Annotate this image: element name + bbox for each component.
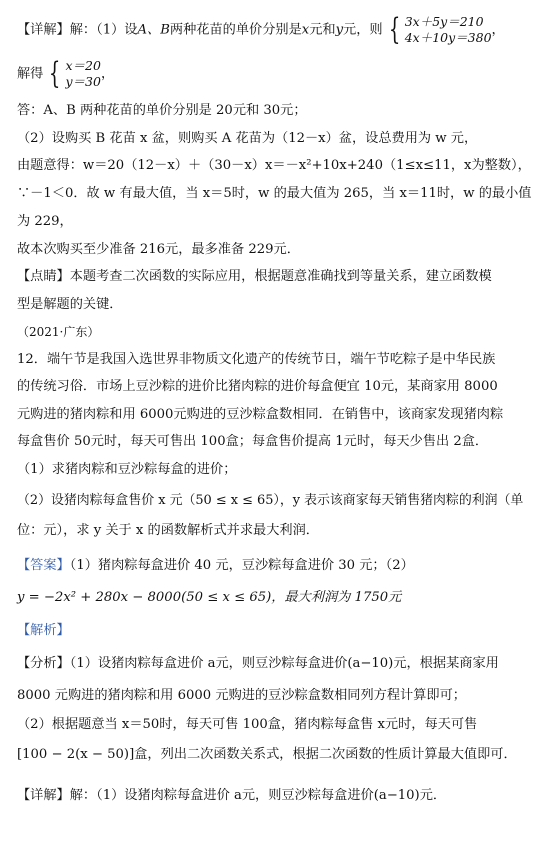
solution-line <box>17 58 114 90</box>
line-text: 【详解】解：（1）设 <box>17 22 138 38</box>
answer-tag: 【答案】 <box>17 558 70 573</box>
question-line: 12．端午节是我国入选世界非物质文化遗产的传统节日，端午节吃粽子是中华民族 <box>17 352 496 367</box>
line-text: 元和 <box>309 22 336 38</box>
analysis-line: 8000 元购进的猪肉粽和用 6000 元购进的豆沙粽盒数相同列方程计算即可； <box>17 688 466 703</box>
equation-system <box>405 14 492 46</box>
source-tag: （2021·广东） <box>17 325 100 339</box>
analysis-tag: 【解析】 <box>17 623 70 638</box>
text-line: ∵－1＜0．故 w 有最大值，当 x＝5时，w 的最大值为 265，当 x＝11时，w 的最小值 <box>17 186 532 201</box>
text-line: 【点睛】本题考查二次函数的实际应用，根据题意准确找到等量关系，建立函数模 <box>17 269 492 284</box>
detail-line: 【详解】解：（1）设猪肉粽每盒进价 a元，则豆沙粽每盒进价(a−10)元． <box>17 788 447 803</box>
line-text: x <box>301 22 310 38</box>
line-text: ， <box>491 22 505 38</box>
analysis-line: （2）根据题意当 x＝50时，每天可售 100盒，猪肉粽每盒售 x元时，每天可售 <box>17 717 478 732</box>
question-line: 的传统习俗．市场上豆沙粽的进价比猪肉粽的进价每盒便宜 10元，某商家用 8000 <box>17 379 498 394</box>
solution-system <box>65 58 100 90</box>
equation: 3x＋5y＝210 <box>404 14 484 29</box>
line-text: A、B <box>137 22 170 38</box>
equation: x＝20 <box>65 58 101 73</box>
line-text: （1）猪肉粽每盒进价 40 元，豆沙粽每盒进价 30 元；（2） <box>69 558 414 573</box>
line-text: ， <box>100 66 115 82</box>
brace-symbol: { <box>49 56 61 91</box>
line-text: 解得 <box>17 66 44 82</box>
line-text: y <box>335 22 344 38</box>
text-line: 型是解题的关键． <box>17 297 123 312</box>
text-line: 答：A、B 两种花苗的单价分别是 20元和 30元； <box>17 103 307 118</box>
question-line: （1）求猪肉粽和豆沙粽每盒的进价； <box>17 462 237 477</box>
detail-line-1 <box>17 14 505 46</box>
brace-symbol: { <box>388 12 400 47</box>
equation: 4x＋10y＝380 <box>404 30 492 45</box>
text-line: （2）设购买 B 花苗 x 盆，则购买 A 花苗为（12－x）盆，设总费用为 w 元， <box>17 131 478 146</box>
text-line: 由题意得：w＝20（12－x）＋（30－x）x＝－x²+10x+240（1≤x≤11，x为整数）， <box>17 158 531 173</box>
question-line: （2）设猪肉粽每盒售价 x 元（50 ≤ x ≤ 65），y 表示该商家每天销售猪肉粽的利润（单 <box>17 493 524 508</box>
analysis-line: [100 − 2(x − 50)]盒，列出二次函数关系式，根据二次函数的性质计算最大值即可． <box>17 747 517 762</box>
question-line: 位：元），求 y 关于 x 的函数解析式并求最大利润． <box>17 523 319 538</box>
equation: y＝30 <box>65 74 101 89</box>
answer-line <box>17 557 414 575</box>
text-line: 故本次购买至少准备 216元，最多准备 229元． <box>17 242 300 257</box>
question-line: 每盒售价 50元时，每天可售出 100盒；每盒售价提高 1元时，每天少售出 2盒． <box>17 434 489 449</box>
text-line: 为 229， <box>17 214 73 229</box>
line-text: 两种花苗的单价分别是 <box>169 22 302 38</box>
analysis-line: 【分析】（1）设猪肉粽每盒进价 a元，则豆沙粽每盒进价(a−10)元，根据某商家用 <box>17 656 499 671</box>
line-text: 元，则 <box>343 22 383 38</box>
answer-formula: y = −2x² + 280x − 8000(50 ≤ x ≤ 65)，最大利润为 1750元 <box>17 590 402 605</box>
question-line: 元购进的猪肉粽和用 6000元购进的豆沙粽盒数相同．在销售中，该商家发现猪肉粽 <box>17 407 504 422</box>
